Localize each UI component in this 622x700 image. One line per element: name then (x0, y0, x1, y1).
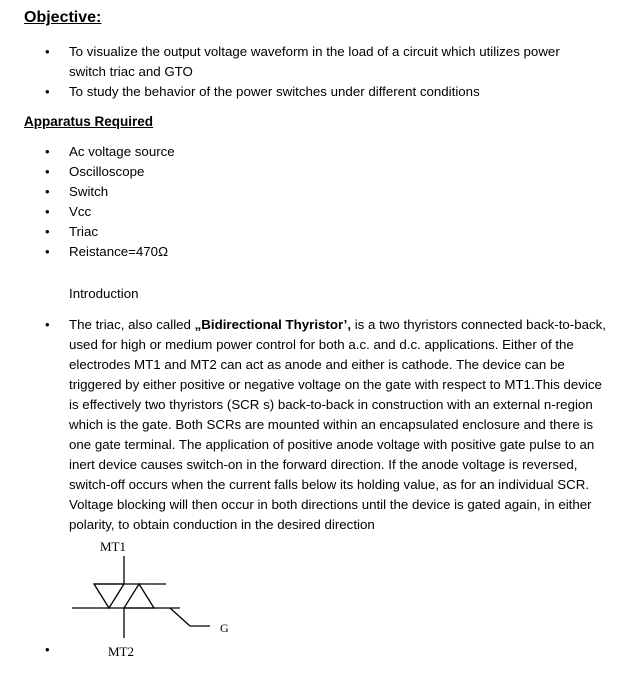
triac-triangle-up (124, 584, 154, 608)
list-item (0, 242, 589, 262)
bullet-icon: • (45, 144, 50, 159)
apparatus-item-text: Reistance=470Ω (69, 244, 169, 259)
list-item (0, 82, 589, 102)
triac-symbol-diagram (60, 536, 260, 666)
intro-text-rest: is a two thyristors connected back-to-back, used for high or medium power control for both a.c. and d.c. applications. Either of the electrodes MT1 and MT2 can act as anode and either is cathode. The device can be triggered by either positive or negative voltage on the gate with respect to MT1.This device is effectively two thyristors (SCR s) back-to-back in construction with an external n-region which is the gate. Both SCRs are mounted within an encapsulated enclosure and there is one gate terminal. The application of positive anode voltage with positive gate pulse to an inert device causes switch-on in the forward direction. If the anode voltage is reversed, switch-off occurs when the current falls below its holding value, as for an individual SCR. Voltage blocking will then occur in both directions until the device is gated again, in either polarity, to obtain conduction in the desired direction (69, 317, 606, 532)
intro-text-start: The triac, also called (69, 317, 195, 332)
triac-triangle-down (94, 584, 124, 608)
bullet-icon: • (45, 204, 50, 219)
bullet-icon: • (45, 224, 50, 239)
list-item (0, 222, 589, 242)
gate-label: G (220, 621, 229, 635)
list-item (0, 142, 589, 162)
bullet-icon: • (45, 84, 50, 99)
mt1-label: MT1 (100, 539, 126, 554)
intro-bold-term: „Bidirectional Thyristor’, (194, 317, 352, 332)
introduction-title: Introduction (69, 286, 139, 301)
apparatus-item-text: Ac voltage source (69, 144, 175, 159)
list-item (0, 202, 589, 222)
bullet-icon: • (45, 244, 50, 259)
list-item (0, 42, 589, 82)
apparatus-item-text: Vcc (69, 204, 92, 219)
apparatus-heading: Apparatus Required (24, 114, 154, 129)
bullet-icon: • (45, 184, 50, 199)
introduction-paragraph (69, 315, 609, 535)
objective-list (0, 42, 589, 102)
list-item (0, 182, 589, 202)
objective-item-text: To study the behavior of the power switches under different conditions (69, 84, 480, 99)
mt2-label: MT2 (108, 644, 134, 659)
objective-heading: Objective: (24, 9, 102, 26)
bullet-icon: • (45, 44, 50, 59)
objective-item-text: To visualize the output voltage waveform in the load of a circuit which utilizes power switch triac and GTO (69, 44, 560, 79)
apparatus-item-text: Switch (69, 184, 109, 199)
apparatus-list (0, 142, 589, 262)
bullet-icon: • (45, 642, 50, 657)
list-item (0, 162, 589, 182)
bullet-icon: • (45, 317, 50, 332)
apparatus-item-text: Oscilloscope (69, 164, 145, 179)
apparatus-item-text: Triac (69, 224, 99, 239)
bullet-icon: • (45, 164, 50, 179)
